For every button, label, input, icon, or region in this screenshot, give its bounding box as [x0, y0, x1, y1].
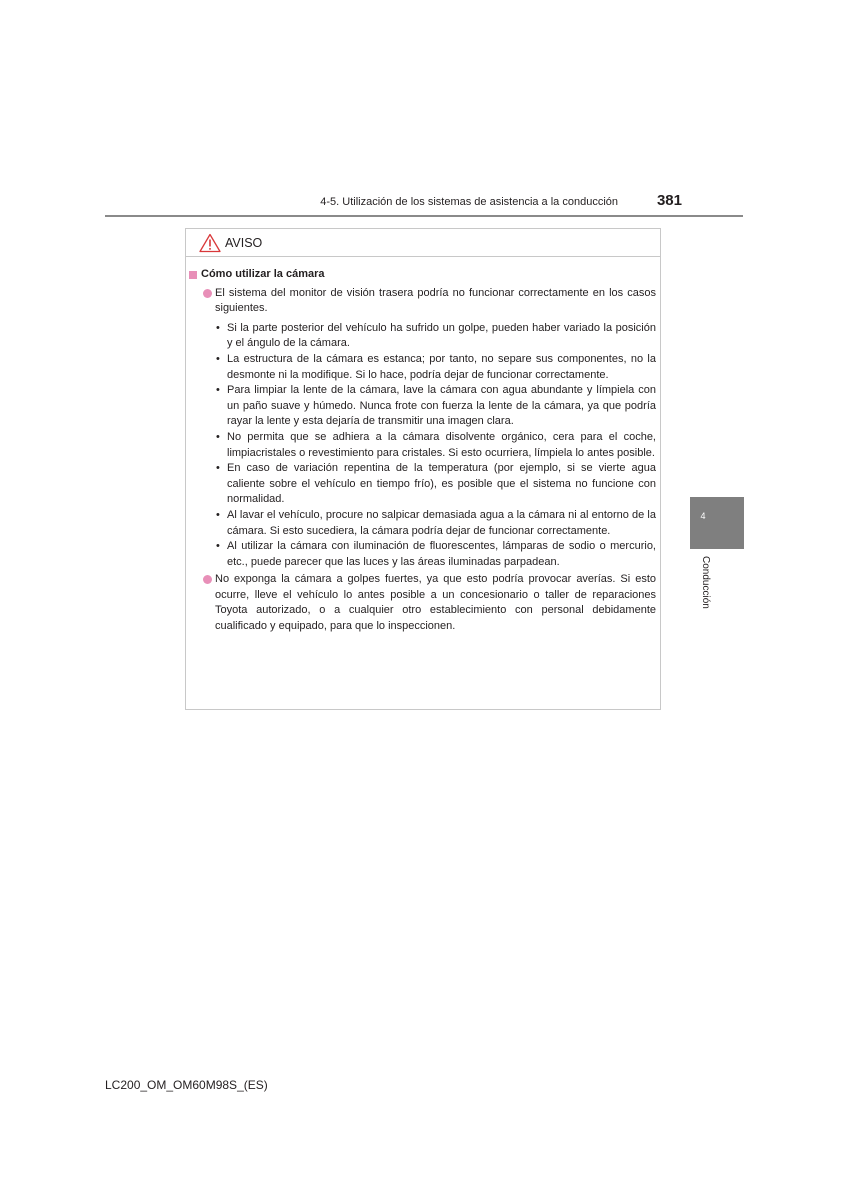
sub-list-item	[189, 461, 656, 508]
sub-list-item	[189, 539, 656, 570]
sub-list-item-text: Al lavar el vehículo, procure no salpicar demasiada agua a la cámara ni al entorno de la cámara. Si esto sucediera, la cámara podría dejar de funcionar correctamente.	[227, 508, 656, 537]
chapter-tab	[690, 497, 744, 549]
warning-triangle-icon	[199, 233, 221, 253]
circle-bullet-icon	[203, 289, 212, 298]
dot-bullet-icon: •	[216, 430, 220, 443]
sub-list-item	[189, 430, 656, 461]
list-item-text: No exponga la cámara a golpes fuertes, ya que esto podría provocar averías. Si esto ocurre, lleve el vehículo lo antes posible a un concesionario o taller de reparaciones Toyota autorizado, o a cualquier otro establecimiento con personal debidamente cualificado y equipado, para que lo inspeccionen.	[215, 573, 656, 633]
sub-list-item	[189, 383, 656, 430]
sub-list-item	[189, 508, 656, 539]
page-number: 381	[656, 192, 682, 209]
dot-bullet-icon: •	[216, 540, 220, 553]
circle-bullet-icon	[203, 575, 212, 584]
square-bullet-icon	[189, 271, 197, 279]
warning-header	[186, 229, 660, 257]
list-item	[189, 286, 656, 317]
sub-list-item	[189, 352, 656, 383]
sub-list-item-text: Si la parte posterior del vehículo ha sufrido un golpe, pueden haber variado la posición y el ángulo de la cámara.	[227, 321, 656, 350]
chapter-label: Conducción	[700, 556, 711, 609]
warning-body	[186, 257, 660, 635]
sub-list-item-text: Al utilizar la cámara con iluminación de fluorescentes, lámparas de sodio o mercurio, etc., puede parecer que las luces y las áreas iluminadas parpadean.	[227, 540, 656, 568]
list-item	[189, 572, 656, 634]
section-title	[189, 267, 656, 283]
sub-list-item-text: Para limpiar la lente de la cámara, lave la cámara con agua abundante y límpiela con un paño suave y húmedo. Nunca frote con fuerza la lente de la cámara, ya que podría rayar la lente y esta dejaría de transmitir una imagen clara.	[227, 384, 656, 428]
warning-label: AVISO	[225, 235, 263, 250]
header-rule	[105, 215, 743, 217]
dot-bullet-icon: •	[216, 462, 220, 475]
dot-bullet-icon: •	[216, 384, 220, 397]
dot-bullet-icon: •	[216, 321, 220, 334]
sub-list-item	[189, 321, 656, 352]
sub-list-item-text: En caso de variación repentina de la temperatura (por ejemplo, si se vierte agua caliente sobre el vehículo en tiempo frío), es posible que el sistema no funcione con normalidad.	[227, 462, 656, 506]
list-item-text: El sistema del monitor de visión trasera podría no funcionar correctamente en los casos siguientes.	[215, 286, 656, 315]
sub-list-item-text: No permita que se adhiera a la cámara disolvente orgánico, cera para el coche, limpiacristales o revestimiento para cristales. Si esto ocurriera, límpiela lo antes posible.	[227, 430, 656, 459]
warning-box	[185, 228, 661, 710]
footer-code: LC200_OM_OM60M98S_(ES)	[105, 1078, 268, 1092]
running-header: 4-5. Utilización de los sistemas de asistencia a la conducción	[320, 196, 618, 208]
dot-bullet-icon: •	[216, 352, 220, 365]
dot-bullet-icon: •	[216, 508, 220, 521]
sub-bullet-list	[189, 321, 656, 571]
chapter-number: 4	[700, 511, 706, 521]
sub-list-item-text: La estructura de la cámara es estanca; por tanto, no separe sus componentes, no la desmonte ni la modifique. Si lo hace, podría dejar de funcionar correctamente.	[227, 352, 656, 381]
section-title-text: Cómo utilizar la cámara	[201, 268, 325, 280]
